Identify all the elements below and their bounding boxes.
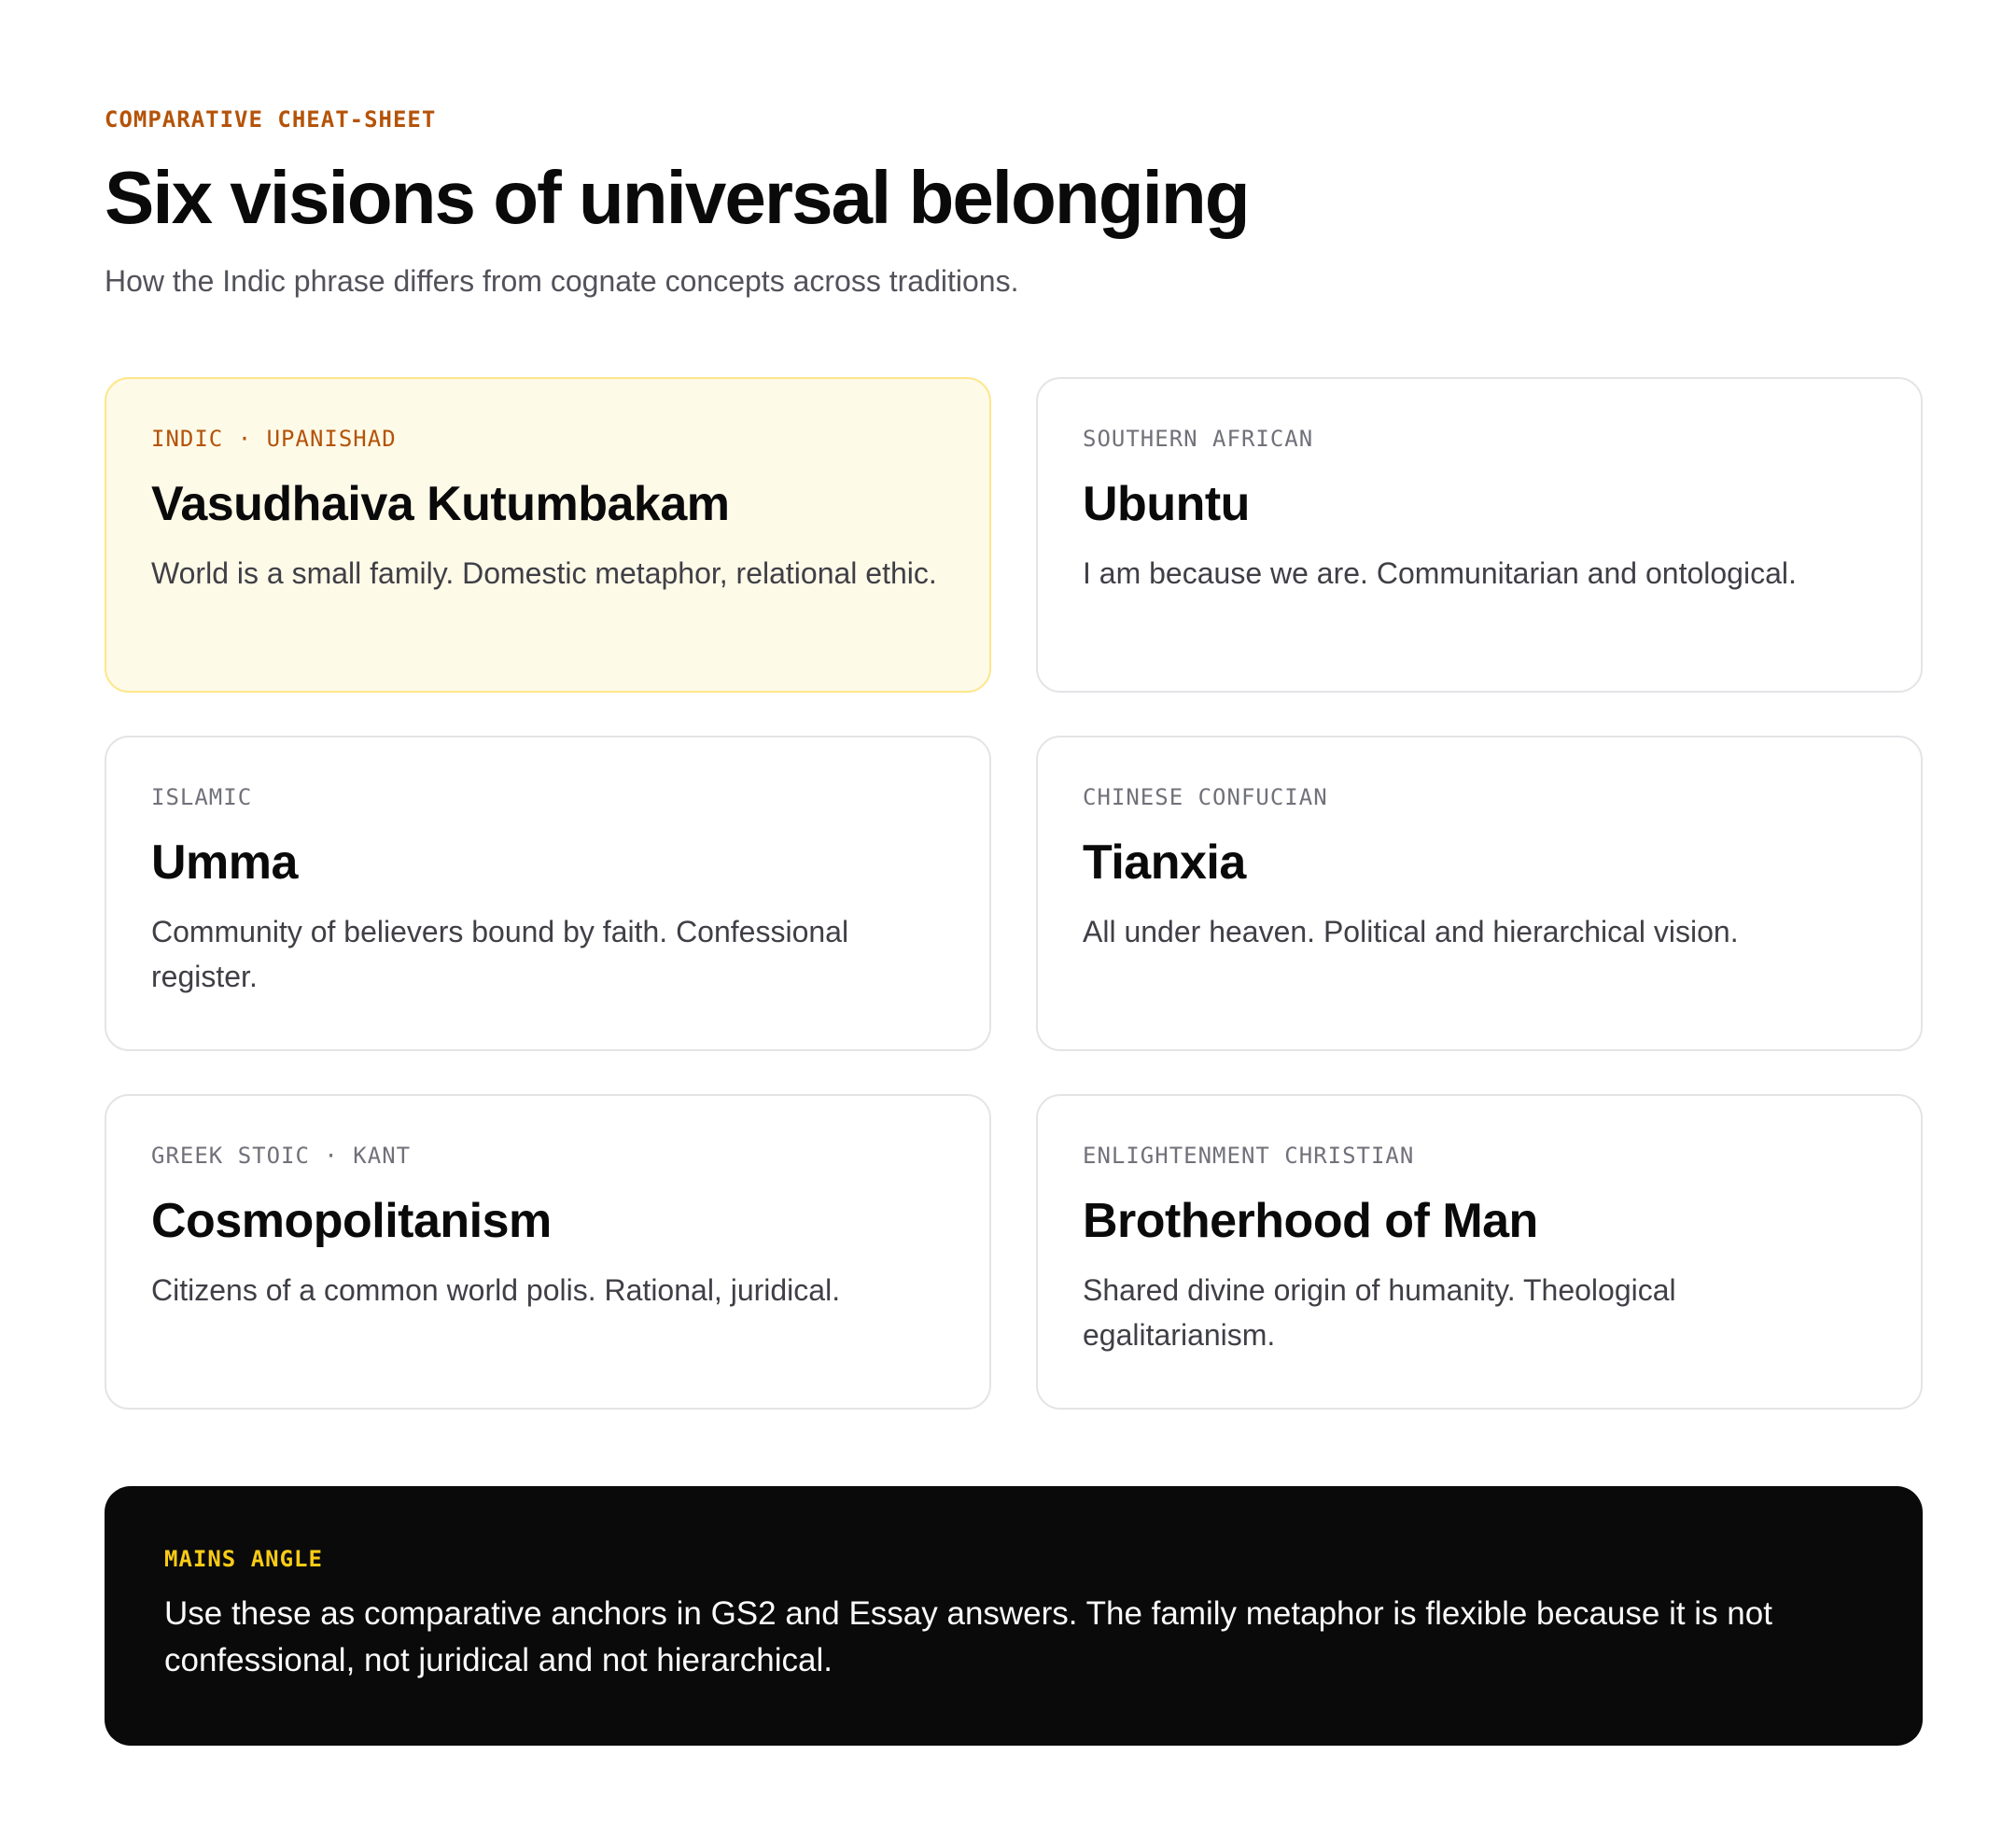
card-title: Ubuntu bbox=[1083, 477, 1250, 531]
card-tradition-tag: CHINESE CONFUCIAN bbox=[1083, 784, 1328, 810]
card-title: Cosmopolitanism bbox=[151, 1194, 552, 1248]
card-tradition-tag: ENLIGHTENMENT CHRISTIAN bbox=[1083, 1143, 1415, 1169]
cheat-sheet-page bbox=[105, 105, 1923, 1678]
card-tradition-tag: INDIC · UPANISHAD bbox=[151, 426, 397, 452]
concept-card-brotherhood-of-man bbox=[1036, 1094, 1923, 1410]
eyebrow-label: COMPARATIVE CHEAT-SHEET bbox=[105, 106, 437, 133]
card-title: Umma bbox=[151, 835, 298, 890]
card-tradition-tag: SOUTHERN AFRICAN bbox=[1083, 426, 1314, 452]
concept-card-grid bbox=[105, 377, 1923, 1410]
card-description: All under heaven. Political and hierarchical vision. bbox=[1083, 915, 1739, 948]
card-description: Community of believers bound by faith. Confessional register. bbox=[151, 915, 849, 993]
concept-card-tianxia bbox=[1036, 736, 1923, 1051]
card-title: Vasudhaiva Kutumbakam bbox=[151, 477, 730, 531]
card-title: Brotherhood of Man bbox=[1083, 1194, 1538, 1248]
card-description: Shared divine origin of humanity. Theological egalitarianism. bbox=[1083, 1273, 1676, 1352]
concept-card-vasudhaiva-kutumbakam bbox=[105, 377, 991, 693]
card-description: World is a small family. Domestic metaphor, relational ethic. bbox=[151, 556, 937, 590]
card-tradition-tag: GREEK STOIC · KANT bbox=[151, 1143, 412, 1169]
mains-angle-callout bbox=[105, 1486, 1923, 1746]
page-title: Six visions of universal belonging bbox=[105, 156, 1249, 239]
card-description: I am because we are. Communitarian and ontological. bbox=[1083, 556, 1797, 590]
callout-text: Use these as comparative anchors in GS2 and Essay answers. The family metaphor is flexible because it is not confessional, not juridical and not hierarchical. bbox=[164, 1595, 1772, 1678]
card-description: Citizens of a common world polis. Rational, juridical. bbox=[151, 1273, 841, 1307]
callout-label: MAINS ANGLE bbox=[164, 1546, 323, 1572]
page-subtitle: How the Indic phrase differs from cognate concepts across traditions. bbox=[105, 264, 1019, 298]
card-tradition-tag: ISLAMIC bbox=[151, 784, 253, 810]
card-title: Tianxia bbox=[1083, 835, 1246, 890]
concept-card-umma bbox=[105, 736, 991, 1051]
concept-card-ubuntu bbox=[1036, 377, 1923, 693]
concept-card-cosmopolitanism bbox=[105, 1094, 991, 1410]
